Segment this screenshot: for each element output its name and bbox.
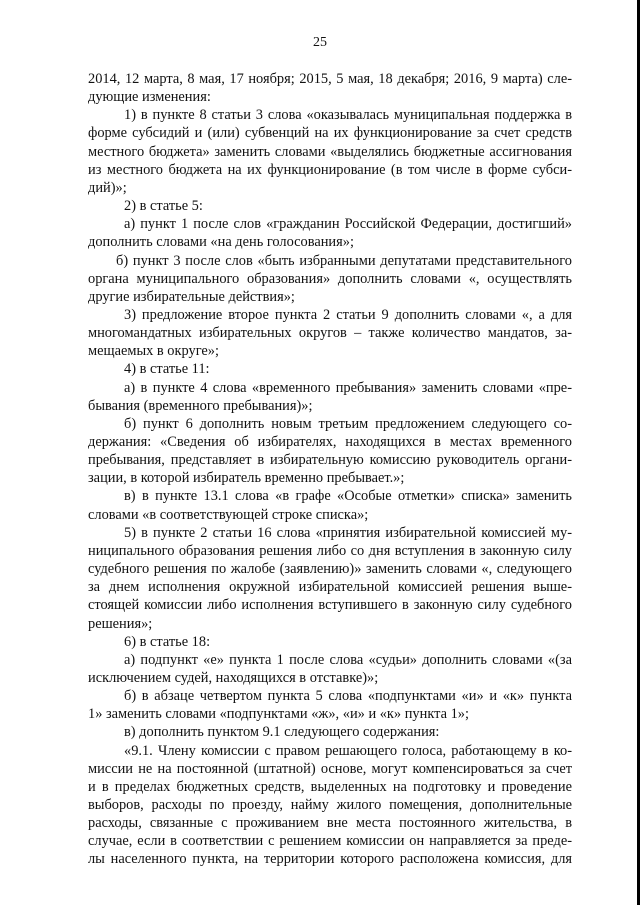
text-line: а) подпункт «е» пункта 1 после слова «судьи» дополнить словами «(за xyxy=(124,651,572,668)
text-line: 6) в статье 18: xyxy=(124,633,211,650)
text-line: и в пределах бюджетных средств, выделенных на подготовку и проведение xyxy=(88,778,572,795)
text-line: многомандатных избирательных округов – также количество мандатов, за- xyxy=(88,325,572,342)
text-line: «9.1. Члену комиссии с правом решающего голоса, работающему в ко- xyxy=(124,742,572,759)
text-line: дий)»; xyxy=(88,179,127,196)
text-line: б) в абзаце четвертом пункта 5 слова «подпунктами «и» и «к» пункта xyxy=(124,688,572,705)
text-line: б) пункт 6 дополнить новым третьим предложением следующего со- xyxy=(124,415,572,432)
text-line: 4) в статье 11: xyxy=(124,361,210,378)
text-line: б) пункт 3 после слов «быть избранными депутатами представительного xyxy=(116,252,572,269)
text-line: держания: «Сведения об избирателях, находящихся в местах временного xyxy=(88,434,572,450)
text-line: зации, в которой избиратель временно пребывает.»; xyxy=(88,470,405,487)
page-number: 25 xyxy=(313,35,327,50)
text-line: дующие изменения: xyxy=(88,89,211,106)
text-line: 2014, 12 марта, 8 мая, 17 ноября; 2015, 5 мая, 18 декабря; 2016, 9 марта) сле- xyxy=(88,71,572,87)
text-line: а) пункт 1 после слов «гражданин Российской Федерации, достигший» xyxy=(124,216,572,233)
text-line: местного бюджета» заменить словами «выделялись бюджетные ассигнования xyxy=(88,143,572,160)
text-line: исключением судей, находящихся в отставке)»; xyxy=(88,669,379,686)
text-line: 2) в статье 5: xyxy=(124,198,203,215)
text-line: 3) предложение второе пункта 2 статьи 9 дополнить словами «, а для xyxy=(124,306,572,323)
text-line: форме субсидий и (или) субвенций на их функционирование за счет средств xyxy=(88,125,572,142)
text-line: 1» заменить словами «подпунктами «ж», «и» и «к» пункта 1»; xyxy=(88,706,469,723)
text-line: 5) в пункте 2 статьи 16 слова «принятия избирательной комиссией му- xyxy=(124,524,572,541)
text-line: случае, если в соответствии с решением комиссии он направляется за преде- xyxy=(88,833,572,850)
text-line: в) дополнить пунктом 9.1 следующего содержания: xyxy=(124,724,440,741)
text-line: бывания (временного пребывания)»; xyxy=(88,397,313,414)
text-line: другие избирательные действия»; xyxy=(88,288,295,305)
text-line: 1) в пункте 8 статьи 3 слова «оказывалась муниципальная поддержка в xyxy=(124,107,572,124)
text-line: ниципального образования решения либо со дня вступления в законную силу xyxy=(88,542,572,559)
text-line: в) в пункте 13.1 слова «в графе «Особые отметки» списка» заменить xyxy=(124,488,572,505)
text-line: решения»; xyxy=(88,615,153,632)
text-line: а) в пункте 4 слова «временного пребывания» заменить словами «пре- xyxy=(124,379,572,396)
text-line: органа муниципального образования» дополнить словами «, осуществлять xyxy=(88,270,572,287)
text-line: за днем исполнения окружной избирательной комиссией решения выше- xyxy=(88,579,572,596)
text-line: судебного решения по жалобе (заявлению)» заменить словами «, следующего xyxy=(88,561,572,578)
text-line: выборов, расходы по проезду, найму жилого помещения, дополнительные xyxy=(88,797,572,813)
text-line: из местного бюджета на их функционирование (в том числе в форме субси- xyxy=(88,161,572,178)
text-line: мещаемых в округе»; xyxy=(88,343,219,360)
text-line: дополнить словами «на день голосования»; xyxy=(88,234,354,251)
text-line: миссии не на постоянной (штатной) основе, могут компенсироваться за счет xyxy=(88,760,572,777)
text-line: лы населенного пункта, на территории которого расположена комиссия, для xyxy=(88,851,572,868)
text-line: словами «в соответствующей строке списка»; xyxy=(88,506,369,523)
text-line: стоящей комиссии либо исполнения вступившего в законную силу судебного xyxy=(88,597,572,614)
text-line: расходы, связанные с проживанием вне места постоянного жительства, в xyxy=(88,815,572,832)
text-line: пребывания, представляет в избирательную комиссию руководитель органи- xyxy=(88,452,572,469)
